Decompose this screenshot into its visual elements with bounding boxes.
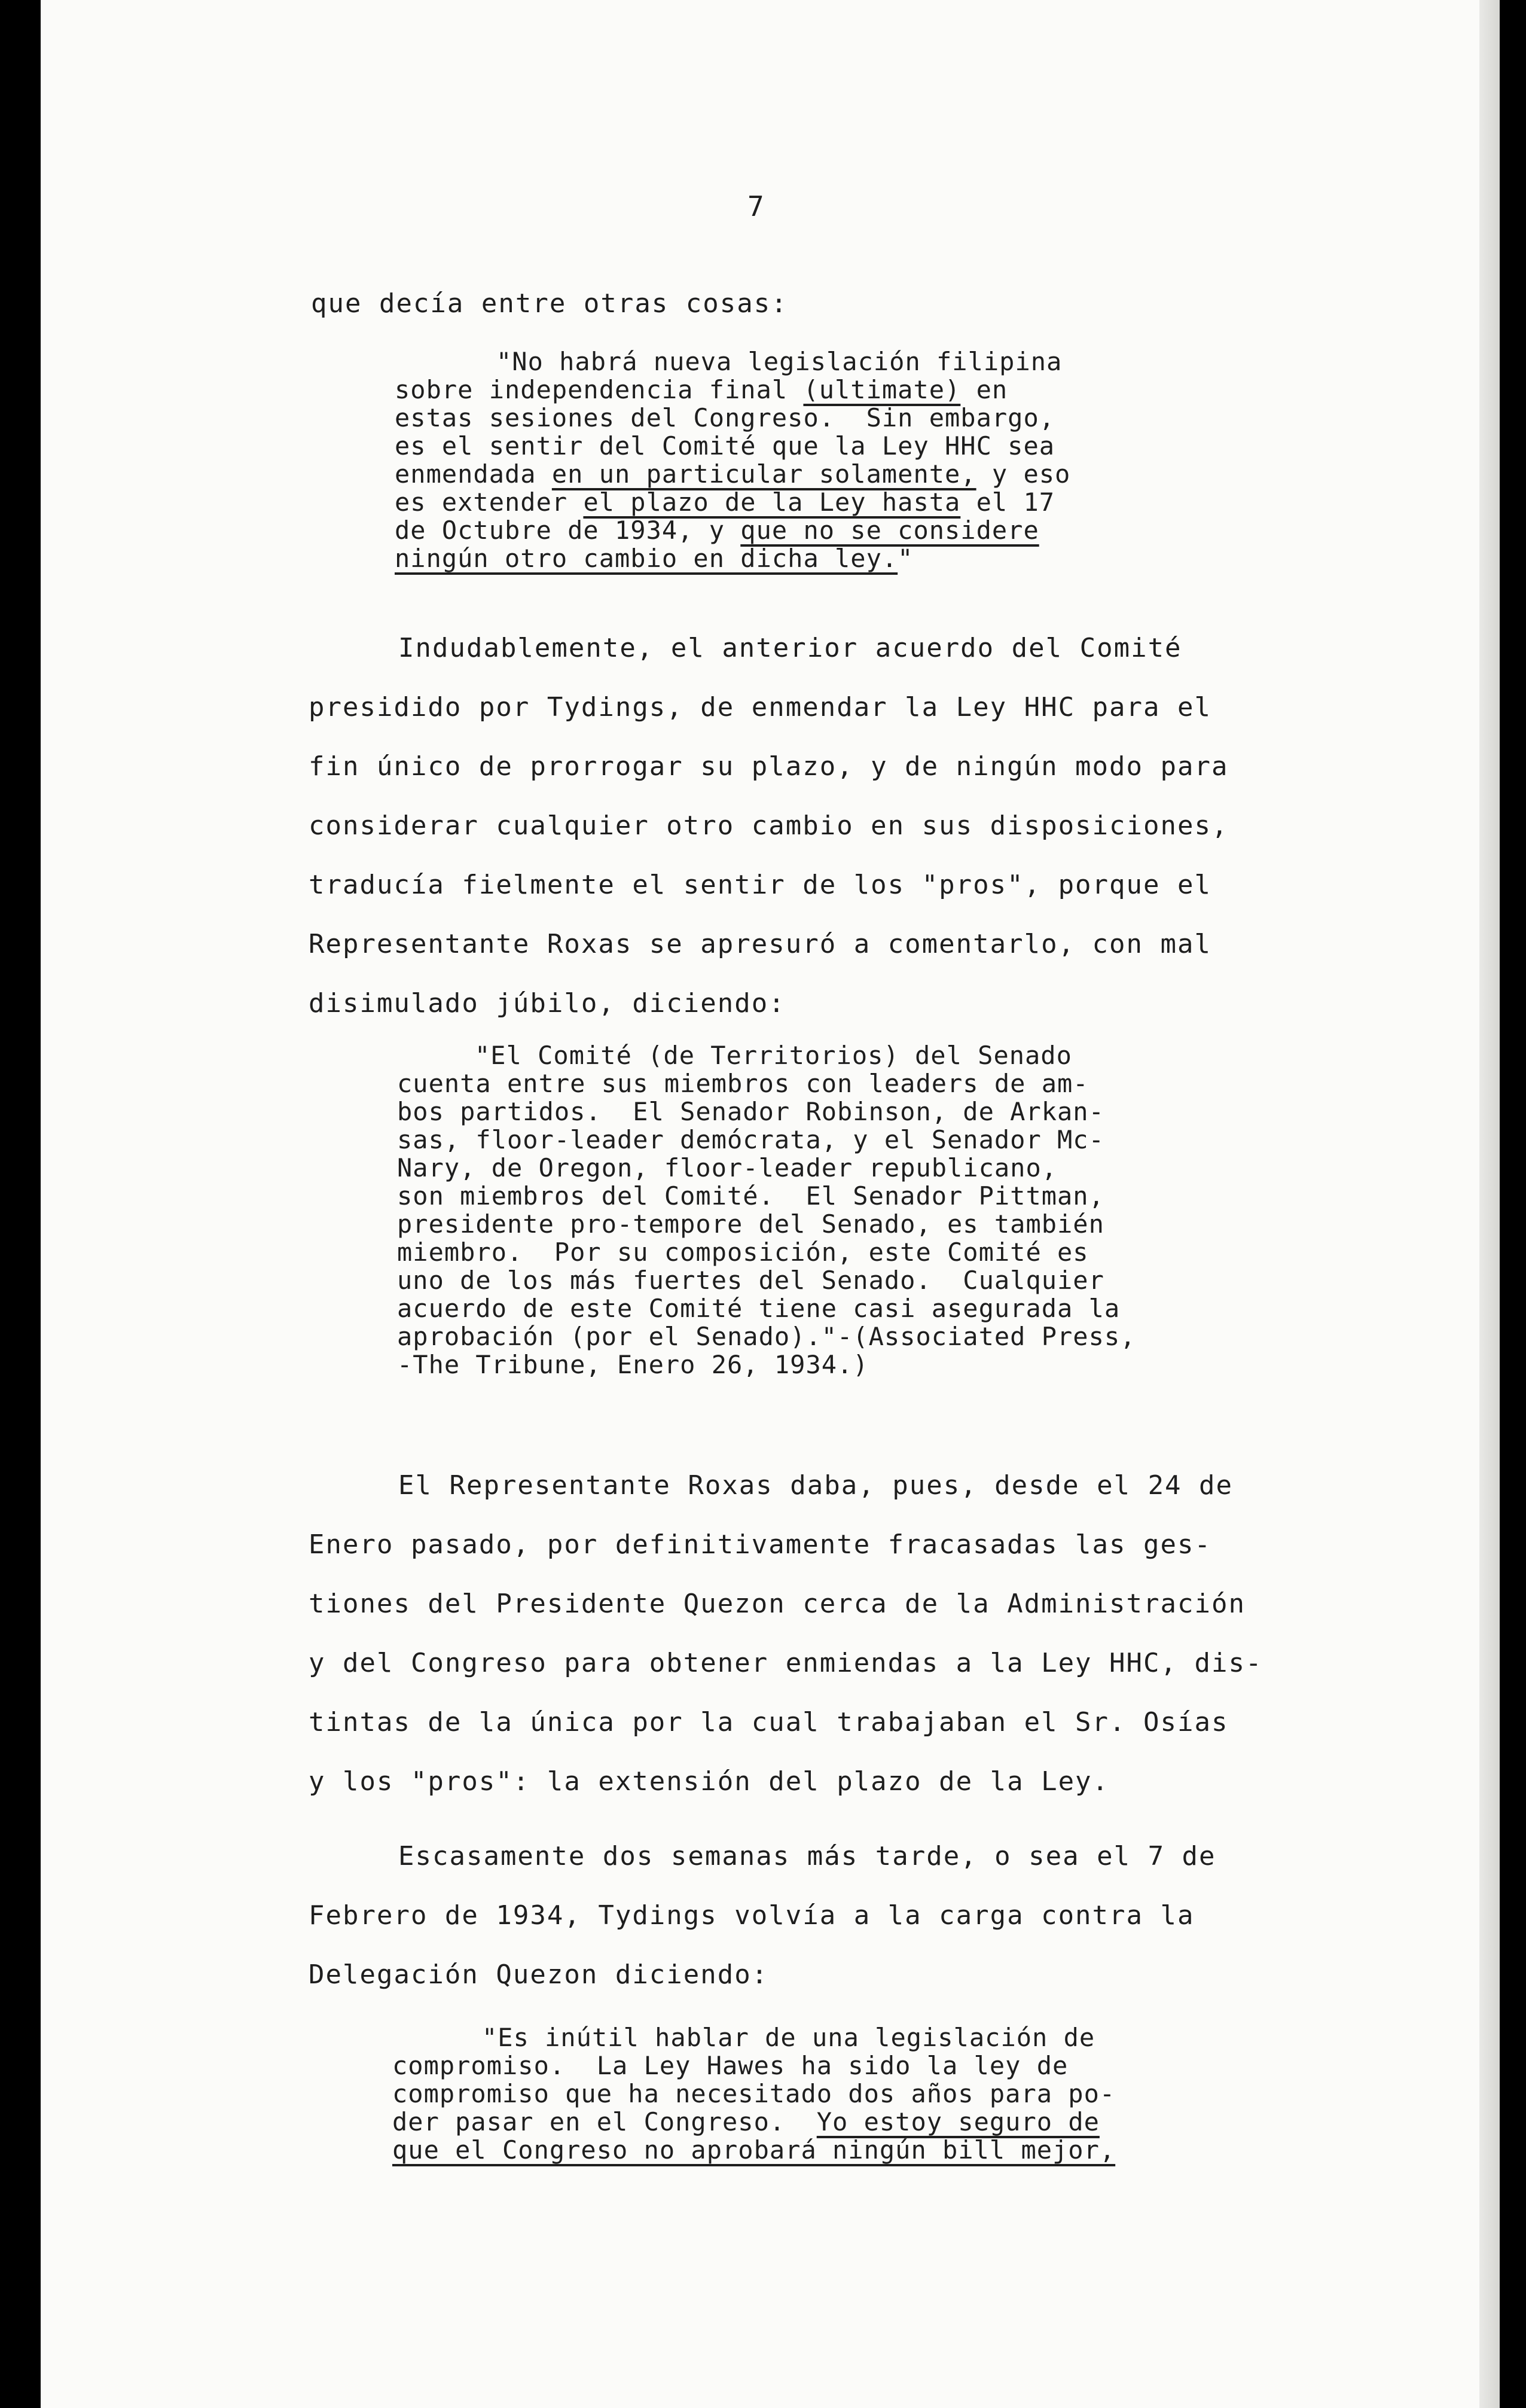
intro-line: que decía entre otras cosas: [311, 288, 788, 319]
quote1-line [395, 459, 1071, 489]
quote2-line: -The Tribune, Enero 26, 1934.) [397, 1350, 869, 1379]
page-number: 7 [747, 190, 764, 222]
text-segment: der pasar en el Congreso. [392, 2107, 817, 2136]
paragraph1-line: Representante Roxas se apresuró a comentarlo, con mal [309, 929, 1211, 959]
quote1-line [395, 403, 1055, 432]
paragraph1-line: traducía fielmente el sentir de los "pros", porque el [309, 870, 1211, 900]
quote2-line: presidente pro-tempore del Senado, es también [397, 1209, 1104, 1239]
quote2-line: Nary, de Oregon, floor-leader republicano, [397, 1153, 1058, 1182]
quote3-line [392, 2081, 1115, 2107]
text-segment: el 17 [960, 487, 1055, 517]
paragraph2-line: y del Congreso para obtener enmiendas a la Ley HHC, dis- [309, 1648, 1263, 1678]
underlined-text: que el Congreso no aprobará ningún bill mejor, [392, 2135, 1116, 2165]
quote2-line: "El Comité (de Territorios) del Senado [475, 1041, 1072, 1070]
page-edge [1479, 0, 1500, 2408]
quote1-line [395, 546, 913, 571]
text-segment: sobre independencia final [395, 375, 804, 404]
quote2-line: aprobación (por el Senado)."-(Associated Press, [397, 1322, 1136, 1351]
text-segment: es extender [395, 487, 584, 517]
quote3-line [482, 2025, 1095, 2050]
quote2-line: sas, floor-leader demócrata, y el Senador Mc- [397, 1125, 1104, 1154]
paragraph1-line: disimulado júbilo, diciendo: [309, 988, 786, 1019]
quote3-line [392, 2135, 1116, 2165]
text-segment: enmendada [395, 459, 552, 489]
underlined-text: el plazo de la Ley hasta [583, 487, 961, 517]
text-segment: "No habrá nueva legislación filipina [496, 347, 1063, 376]
text-segment: " [898, 544, 914, 573]
text-segment: de Octubre de 1934, y [395, 516, 741, 545]
quote1-line [395, 518, 1039, 543]
text-segment: estas sesiones del Congreso. Sin embargo, [395, 403, 1055, 432]
quote3-line [392, 2107, 1100, 2136]
underlined-text: (ultimate) [803, 375, 961, 404]
quote2-line: uno de los más fuertes del Senado. Cualquier [397, 1266, 1104, 1295]
text-segment: compromiso. La Ley Hawes ha sido la ley de [392, 2051, 1069, 2080]
text-segment: "Es inútil hablar de una legislación de [482, 2023, 1095, 2052]
underlined-text: en un particular solamente, [551, 459, 976, 489]
underlined-text: Yo estoy seguro de [816, 2107, 1100, 2136]
quote1-line [496, 349, 1062, 374]
text-segment: en [960, 375, 1008, 404]
quote2-line: miembro. Por su composición, este Comité es [397, 1237, 1089, 1267]
paragraph2-line: y los "pros": la extensión del plazo de la Ley. [309, 1766, 1110, 1797]
quote3-line [392, 2053, 1068, 2078]
underlined-text: ningún otro cambio en dicha ley. [395, 544, 898, 573]
quote1-line [395, 377, 1008, 403]
underlined-text: que no se considere [740, 516, 1039, 545]
text-segment: compromiso que ha necesitado dos años para po- [392, 2079, 1116, 2108]
quote2-line: acuerdo de este Comité tiene casi asegurada la [397, 1294, 1121, 1323]
quote1-line [395, 431, 1055, 461]
text-segment: y eso [976, 459, 1071, 489]
paragraph2-line: Enero pasado, por definitivamente fracasadas las ges- [309, 1529, 1211, 1560]
paragraph1-line: Indudablemente, el anterior acuerdo del Comité [398, 633, 1182, 663]
quote2-line: son miembros del Comité. El Senador Pittman, [397, 1181, 1104, 1211]
quote2-line: bos partidos. El Senador Robinson, de Arkan- [397, 1097, 1104, 1126]
quote1-line [395, 487, 1055, 517]
paragraph3-line: Escasamente dos semanas más tarde, o sea el 7 de [398, 1841, 1216, 1871]
paragraph1-line: fin único de prorrogar su plazo, y de ningún modo para [309, 751, 1229, 782]
paragraph3-line: Delegación Quezon diciendo: [309, 1959, 769, 1990]
paragraph2-line: tiones del Presidente Quezon cerca de la Administración [309, 1589, 1246, 1619]
quote2-line: cuenta entre sus miembros con leaders de am- [397, 1069, 1089, 1098]
paragraph3-line: Febrero de 1934, Tydings volvía a la carga contra la [309, 1900, 1195, 1931]
paragraph1-line: presidido por Tydings, de enmendar la Ley HHC para el [309, 692, 1211, 723]
text-segment: es el sentir del Comité que la Ley HHC sea [395, 431, 1055, 461]
paragraph2-line: tintas de la única por la cual trabajaban el Sr. Osías [309, 1707, 1229, 1738]
paragraph1-line: considerar cualquier otro cambio en sus disposiciones, [309, 810, 1229, 841]
paragraph2-line: El Representante Roxas daba, pues, desde el 24 de [398, 1470, 1234, 1501]
